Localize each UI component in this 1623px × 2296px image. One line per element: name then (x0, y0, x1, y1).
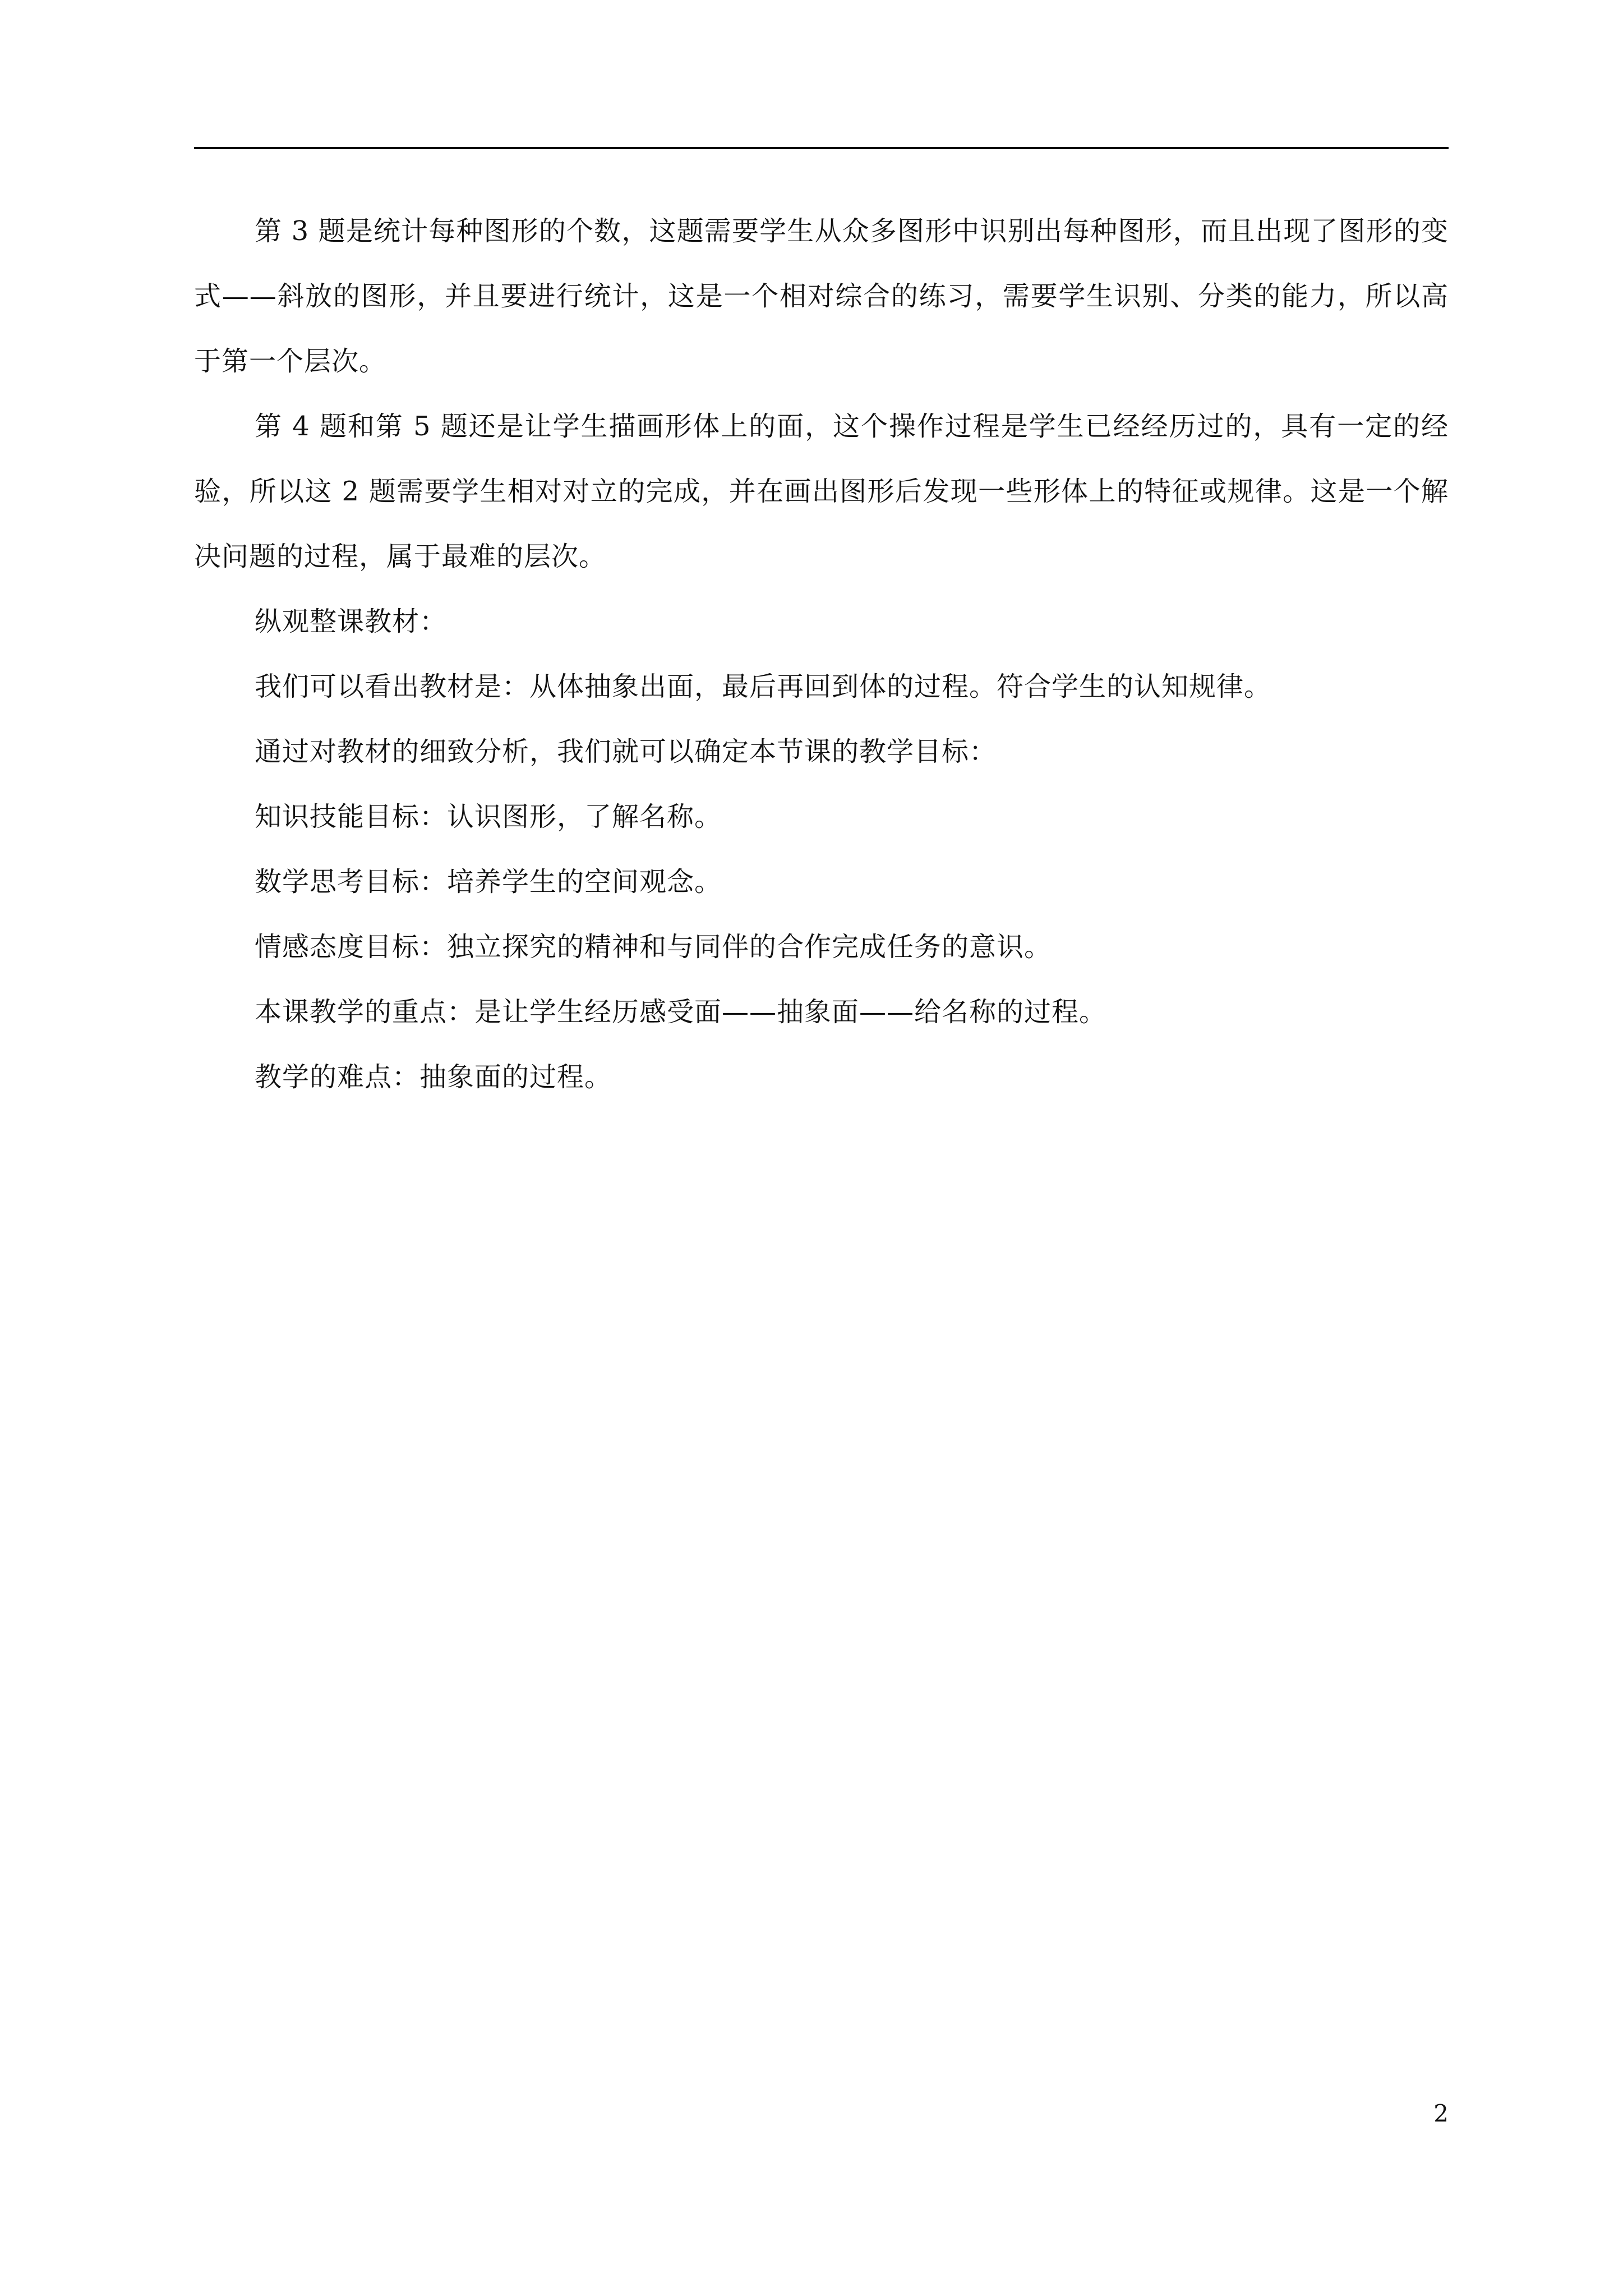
paragraph-question-3: 第 3 题是统计每种图形的个数，这题需要学生从众多图形中识别出每种图形，而且出现了图形的变式——斜放的图形，并且要进行统计，这是一个相对综合的练习，需要学生识别、分类的能力，所以高于第一个层次。 (194, 215, 1449, 377)
page-number: 2 (1433, 2100, 1449, 2127)
paragraph-key-point: 本课教学的重点：是让学生经历感受面——抽象面——给名称的过程。 (255, 996, 1107, 1028)
paragraph-question-4-5: 第 4 题和第 5 题还是让学生描画形体上的面，这个操作过程是学生已经经历过的，具有一定的经验，所以这 2 题需要学生相对对立的完成，并在画出图形后发现一些形体上的特征或规律。这是一个解决问题的过程，属于最难的层次。 (194, 411, 1449, 572)
paragraph-knowledge-goal: 知识技能目标：认识图形，了解名称。 (255, 801, 722, 832)
paragraph-overview-heading: 纵观整课教材： (255, 606, 448, 637)
document-body (194, 199, 1449, 1110)
paragraph-thinking-goal: 数学思考目标：培养学生的空间观念。 (255, 866, 722, 898)
paragraph-analysis: 通过对教材的细致分析，我们就可以确定本节课的教学目标： (255, 736, 997, 767)
paragraph-overview: 我们可以看出教材是：从体抽象出面，最后再回到体的过程。符合学生的认知规律。 (255, 671, 1272, 702)
paragraph-difficulty: 教学的难点：抽象面的过程。 (255, 1061, 612, 1093)
paragraph-attitude-goal: 情感态度目标：独立探究的精神和与同伴的合作完成任务的意识。 (255, 931, 1052, 963)
header-rule (194, 147, 1449, 149)
